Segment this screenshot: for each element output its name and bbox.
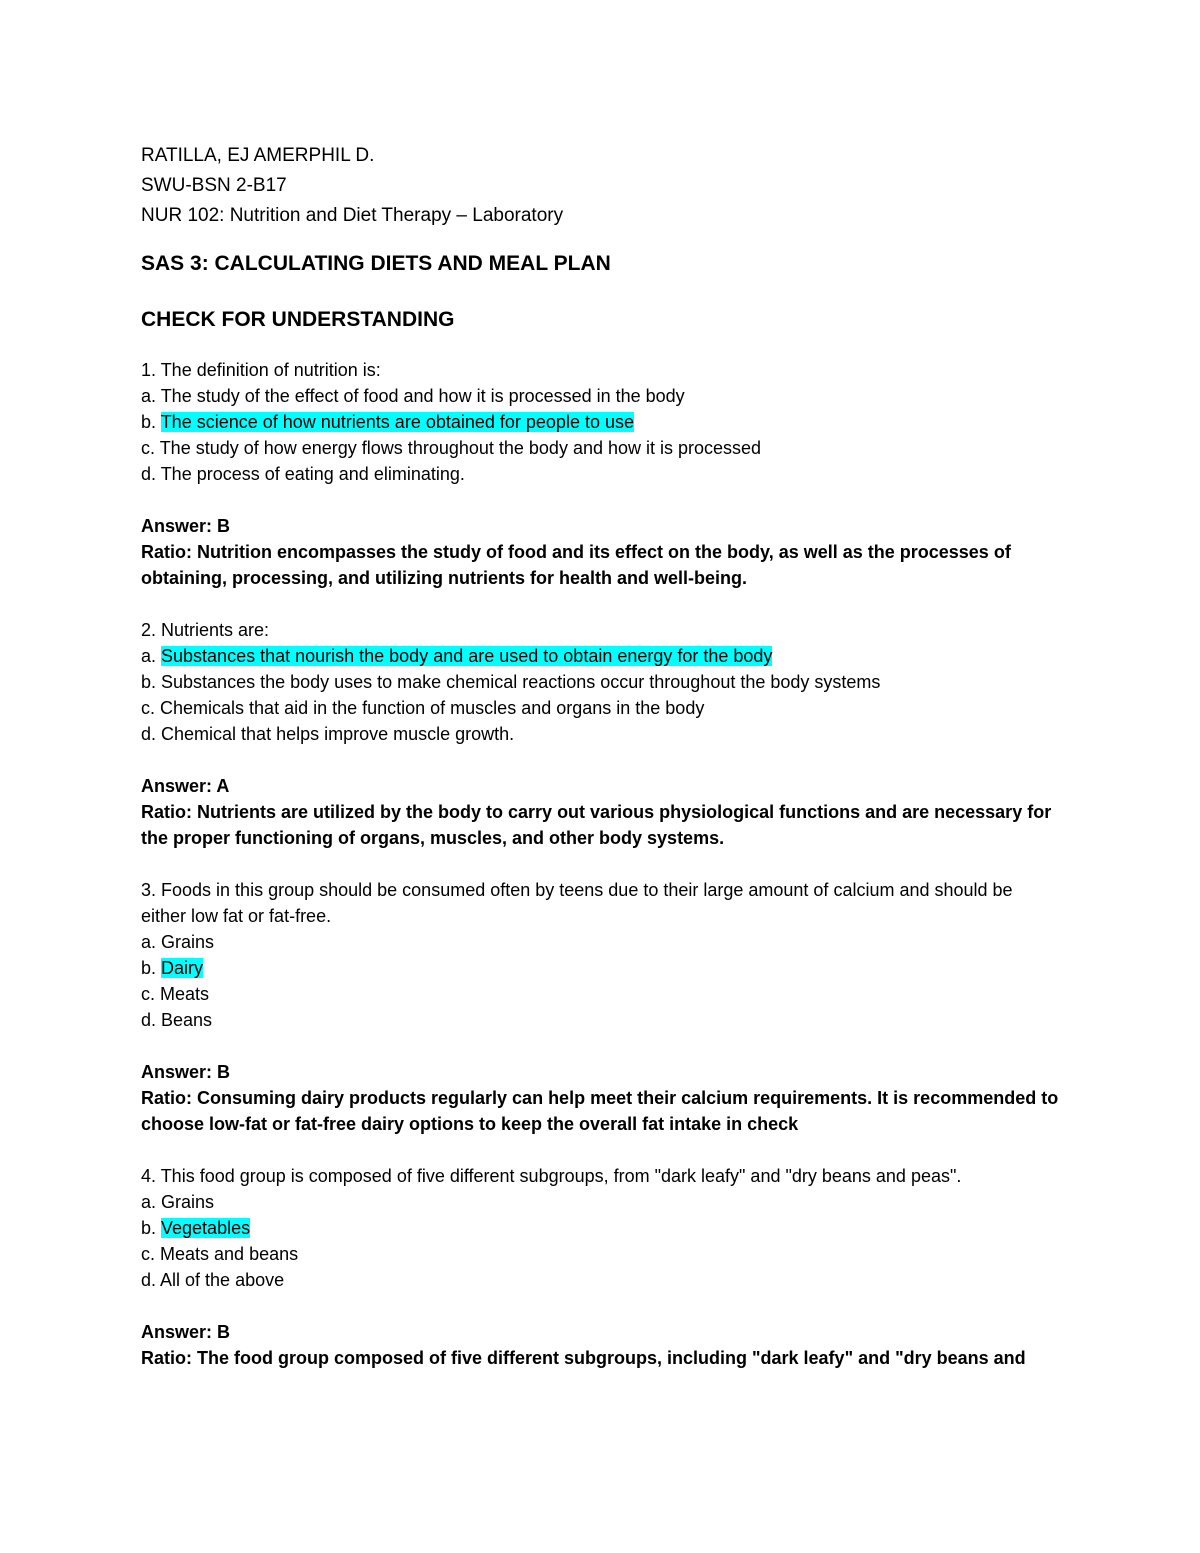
spacer [141,335,1061,357]
spacer [141,487,1061,513]
option-text: Chemicals that aid in the function of muscles and organs in the body [160,698,705,718]
answer-text: Answer: B [141,1062,231,1082]
question-block-1 [141,357,1061,591]
section-heading: CHECK FOR UNDERSTANDING [141,308,455,331]
option-a [141,643,1061,669]
answer-text: Answer: B [141,1322,231,1342]
option-text: The process of eating and eliminating. [160,464,465,484]
spacer [141,1137,1061,1163]
option-letter: b. [141,958,162,978]
option-letter: d. [141,1270,161,1290]
document-title: SAS 3: CALCULATING DIETS AND MEAL PLAN [141,252,611,275]
option-text-highlighted: Vegetables [161,1218,251,1238]
option-text: Chemical that helps improve muscle growth. [161,724,515,744]
answer-text: Answer: B [141,516,231,536]
option-d [141,1267,1061,1293]
option-a [141,929,1061,955]
option-letter: b. [141,672,162,692]
option-letter: c. [141,698,161,718]
student-section: SWU-BSN 2-B17 [141,175,287,196]
question-block-3 [141,877,1061,1137]
option-a [141,383,1061,409]
document-content [141,141,1061,1371]
spacer [141,279,1061,305]
option-c [141,1241,1061,1267]
option-c [141,695,1061,721]
question-text: 4. This food group is composed of five different subgroups, from "dark leafy" and "dry beans and peas". [141,1166,962,1186]
option-a [141,1189,1061,1215]
option-letter: b. [141,1218,162,1238]
option-b [141,669,1061,695]
ratio-text: Ratio: Nutrition encompasses the study of food and its effect on the body, as well as the processes of obtaining, processing, and utilizing nutrients for health and well-being. [141,542,1011,588]
option-letter: c. [141,438,160,458]
ratio-text: Ratio: The food group composed of five different subgroups, including "dark leafy" and "dry beans and [141,1348,1026,1368]
question-text: 2. Nutrients are: [141,620,270,640]
spacer [141,1293,1061,1319]
option-text-highlighted: The science of how nutrients are obtained for people to use [160,412,634,432]
spacer [141,231,1061,249]
option-text: The study of the effect of food and how it is processed in the body [160,386,685,406]
option-text: Beans [161,1010,213,1030]
option-c [141,981,1061,1007]
option-letter: c. [141,984,161,1004]
option-letter: c. [141,1244,161,1264]
option-letter: a. [141,932,162,952]
ratio-text: Ratio: Nutrients are utilized by the body to carry out various physiological functions and are necessary for the proper functioning of organs, muscles, and other body systems. [141,802,1052,848]
option-text: Meats and beans [160,1244,299,1264]
option-b [141,955,1061,981]
option-letter: a. [141,1192,162,1212]
option-d [141,721,1061,747]
question-text: 3. Foods in this group should be consumed often by teens due to their large amount of calcium and should be either low fat or fat-free. [141,880,1013,926]
option-d [141,1007,1061,1033]
option-d [141,461,1061,487]
option-letter: d. [141,464,161,484]
option-text-highlighted: Substances that nourish the body and are used to obtain energy for the body [161,646,773,666]
ratio-text: Ratio: Consuming dairy products regularly can help meet their calcium requirements. It is recommended to choose low-fat or fat-free dairy options to keep the overall fat intake in check [141,1088,1059,1134]
student-name: RATILLA, EJ AMERPHIL D. [141,145,375,166]
course-title: NUR 102: Nutrition and Diet Therapy – Laboratory [141,205,564,226]
option-letter: d. [141,724,162,744]
option-text: Grains [161,932,215,952]
question-block-2 [141,617,1061,851]
option-text: Grains [161,1192,215,1212]
option-text: Substances the body uses to make chemical reactions occur throughout the body systems [161,672,881,692]
option-letter: b. [141,412,161,432]
option-b [141,409,1061,435]
spacer [141,747,1061,773]
spacer [141,591,1061,617]
option-text: All of the above [160,1270,285,1290]
option-c [141,435,1061,461]
option-letter: a. [141,386,161,406]
spacer [141,851,1061,877]
question-text: 1. The definition of nutrition is: [141,360,381,380]
spacer [141,1033,1061,1059]
option-text-highlighted: Dairy [161,958,204,978]
option-text: The study of how energy flows throughout the body and how it is processed [159,438,762,458]
question-block-4 [141,1163,1061,1371]
option-text: Meats [160,984,210,1004]
option-letter: d. [141,1010,162,1030]
option-b [141,1215,1061,1241]
option-letter: a. [141,646,162,666]
answer-text: Answer: A [141,776,230,796]
